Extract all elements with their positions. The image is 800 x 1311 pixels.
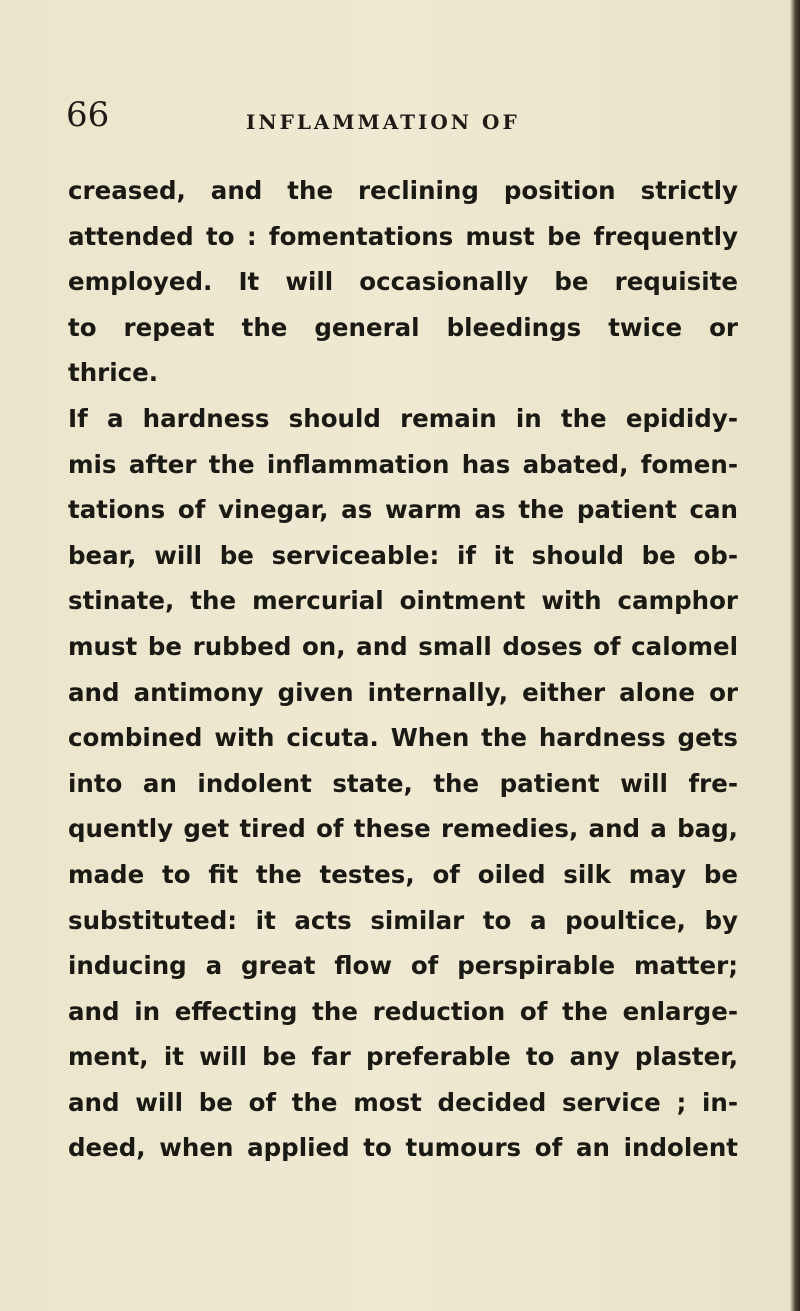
text-line: attended to : fomentations must be frequently: [68, 221, 738, 251]
text-line: deed, when applied to tumours of an indolent: [68, 1133, 738, 1163]
text-line: stinate, the mercurial ointment with camphor: [68, 586, 738, 616]
page-number: 66: [66, 95, 110, 135]
text-line: ment, it will be far preferable to any plaster,: [68, 1042, 738, 1072]
text-line: made to fit the testes, of oiled silk may be: [68, 859, 738, 889]
text-line: mis after the inflammation has abated, fomen-: [68, 449, 738, 479]
text-line: quently get tired of these remedies, and a bag,: [68, 814, 738, 844]
text-line: and in effecting the reduction of the enlarge-: [68, 996, 738, 1026]
text-line: combined with cicuta. When the hardness gets: [68, 723, 738, 753]
text-line: and antimony given internally, either alone or: [68, 677, 738, 707]
text-line: to repeat the general bleedings twice or: [68, 312, 738, 342]
running-head: INFLAMMATION OF: [246, 110, 520, 134]
text-line: employed. It will occasionally be requisite: [68, 267, 738, 297]
text-line: substituted: it acts similar to a poultice, by: [68, 905, 738, 935]
text-line: must be rubbed on, and small doses of calomel: [68, 631, 738, 661]
text-line: and will be of the most decided service ; in-: [68, 1087, 738, 1117]
text-line: creased, and the reclining position strictly: [68, 176, 738, 205]
text-line: bear, will be serviceable: if it should be ob-: [68, 540, 738, 570]
text-line: tations of vinegar, as warm as the patient can: [68, 495, 738, 525]
page-edge-shadow: [790, 0, 800, 1311]
body-text: [68, 168, 738, 1171]
text-line: into an indolent state, the patient will fre-: [68, 768, 738, 798]
text-line: thrice.: [68, 358, 159, 388]
text-line: inducing a great flow of perspirable matter;: [68, 951, 738, 981]
text-line: If a hardness should remain in the epididy-: [68, 403, 738, 433]
